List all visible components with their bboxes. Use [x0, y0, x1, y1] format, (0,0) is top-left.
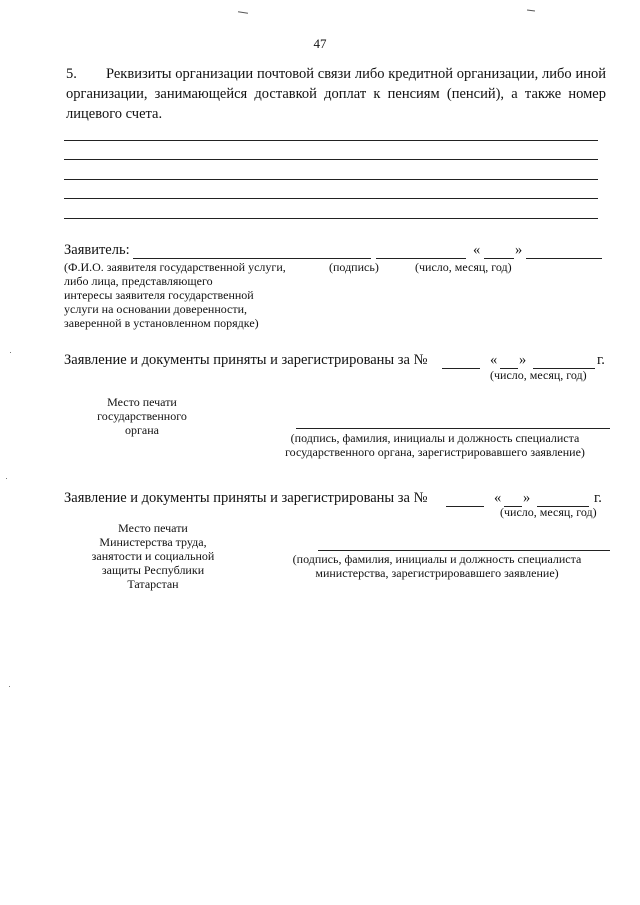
registration-1-date-caption: (число, месяц, год) — [490, 368, 587, 382]
applicant-signature-line — [376, 258, 466, 259]
registration-2-signature-line — [318, 550, 610, 551]
scan-artifact — [238, 11, 248, 13]
signature-caption-line: государственного органа, зарегистрировавшего заявление) — [285, 445, 585, 459]
fio-caption-line: интересы заявителя государственной — [64, 288, 254, 302]
applicant-name-line — [133, 258, 371, 259]
fio-caption-line: (Ф.И.О. заявителя государственной услуги, — [64, 260, 286, 274]
stamp-place-line: занятости и социальной — [91, 549, 215, 563]
fio-caption-line: услуги на основании доверенности, — [64, 302, 248, 316]
applicant-day-line — [484, 258, 514, 259]
stamp-place-line: защиты Республики — [101, 563, 205, 577]
signature-caption-line: министерства, зарегистрировавшего заявление) — [315, 566, 559, 580]
applicant-signature-caption: (подпись) — [329, 260, 379, 274]
registration-1-text: Заявление и документы приняты и зарегистрированы за № — [64, 352, 428, 368]
section-5-number: 5. — [66, 66, 77, 82]
stamp-place-line: Министерства труда, — [99, 535, 207, 549]
blank-line — [64, 218, 598, 219]
stamp-place-line: Татарстан — [127, 577, 179, 591]
registration-2-quote-open: « — [494, 490, 502, 506]
applicant-date-caption: (число, месяц, год) — [415, 260, 512, 274]
registration-2-number-line — [446, 506, 484, 507]
registration-2-date-caption: (число, месяц, год) — [500, 505, 597, 519]
registration-1-year-suffix: г. — [597, 352, 605, 368]
applicant-fio-caption — [64, 260, 314, 330]
fio-caption-line: заверенной в установленном порядке) — [64, 316, 259, 330]
scan-artifact — [527, 9, 535, 11]
applicant-date-quote-open: « — [473, 242, 481, 258]
registration-1-number-line — [442, 368, 480, 369]
registration-1-signature-line — [296, 428, 610, 429]
fio-caption-line: либо лица, представляющего — [64, 274, 213, 288]
registration-2-quote-close: » — [523, 490, 531, 506]
stamp-place-line: государственного — [97, 409, 187, 423]
blank-line — [64, 159, 598, 160]
registration-1-quote-close: » — [519, 352, 527, 368]
registration-1-quote-open: « — [490, 352, 498, 368]
blank-line — [64, 198, 598, 199]
applicant-label: Заявитель: — [64, 242, 130, 258]
page-number: 47 — [313, 36, 327, 51]
scan-artifact — [6, 478, 7, 479]
registration-1-stamp-place — [82, 395, 202, 437]
stamp-place-line: Место печати — [107, 395, 177, 409]
blank-line — [64, 179, 598, 180]
section-5-text: Реквизиты организации почтовой связи либо кредитной организации, либо иной организации, занимающейся доставкой доплат к пенсиям (пенсий), а также номер лицевого счета. — [66, 66, 606, 122]
section-5-paragraph — [66, 64, 606, 124]
registration-2-stamp-place — [80, 521, 226, 591]
scan-artifact — [9, 686, 10, 687]
stamp-place-line: органа — [125, 423, 159, 437]
stamp-place-line: Место печати — [118, 521, 188, 535]
applicant-month-year-line — [526, 258, 602, 259]
signature-caption-line: (подпись, фамилия, инициалы и должность специалиста — [290, 431, 580, 445]
blank-line — [64, 140, 598, 141]
scan-artifact — [10, 352, 11, 353]
registration-2-year-suffix: г. — [594, 490, 602, 506]
applicant-date-quote-close: » — [515, 242, 523, 258]
registration-1-signature-caption — [262, 431, 608, 459]
registration-2-text: Заявление и документы приняты и зарегистрированы за № — [64, 490, 428, 506]
signature-caption-line: (подпись, фамилия, инициалы и должность специалиста — [292, 552, 582, 566]
registration-2-signature-caption — [272, 552, 602, 580]
